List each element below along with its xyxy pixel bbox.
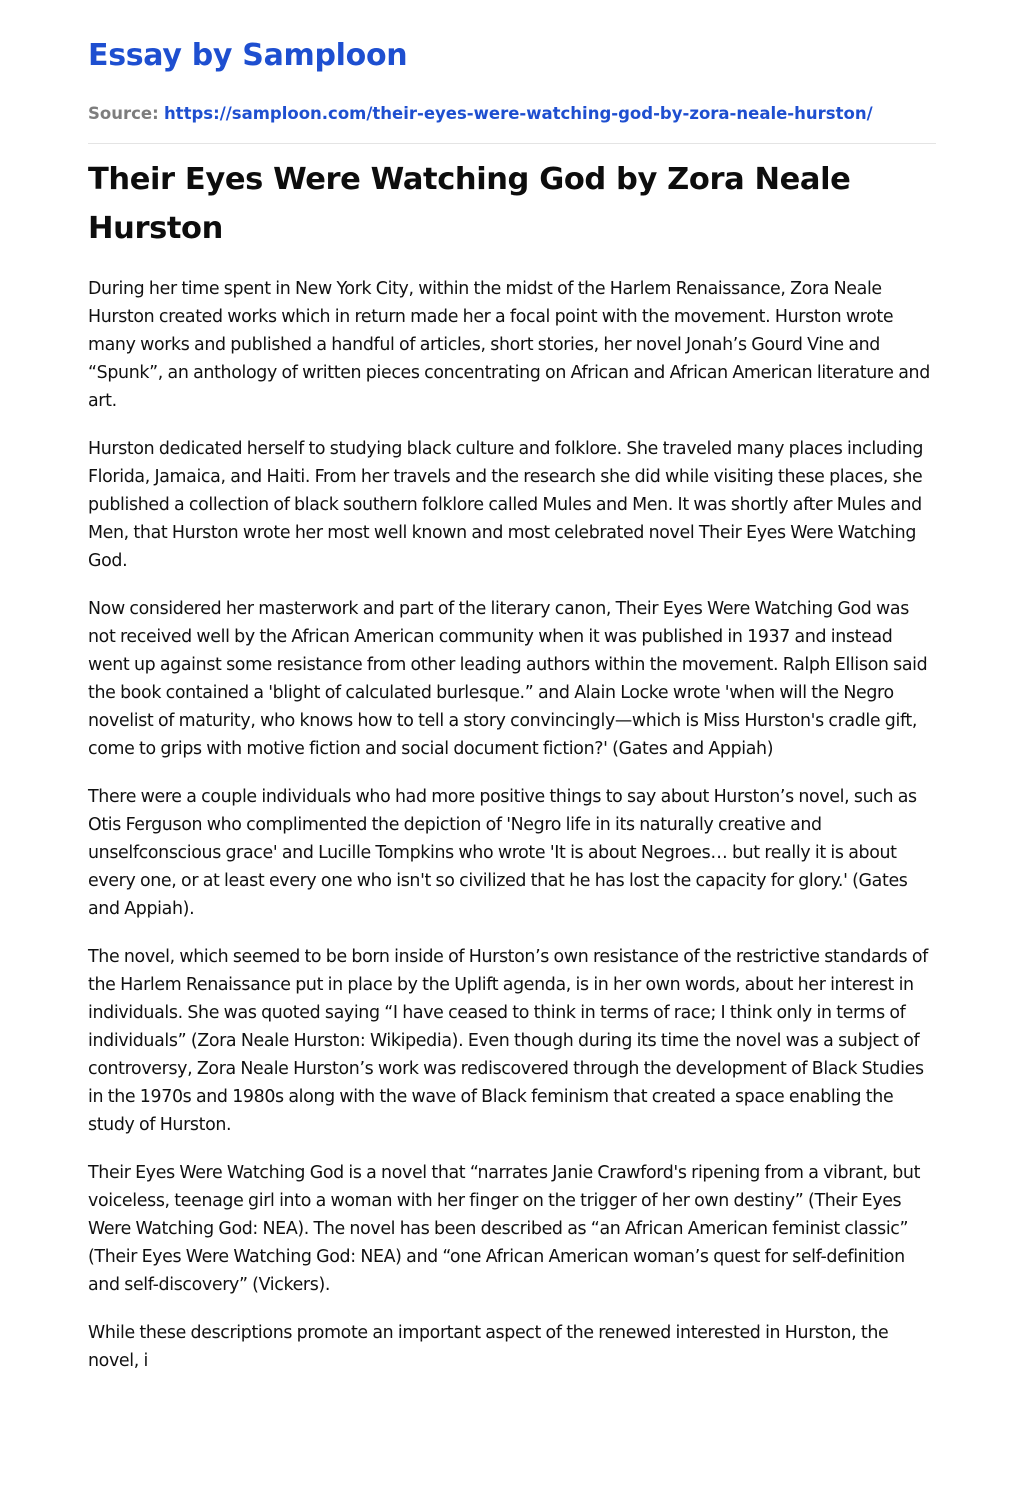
essay-paragraph: During her time spent in New York City, within the midst of the Harlem Renaissance, Zora Neale Hurston created works which in return made her a focal point with the movement. Hurston wrote many works and published a handful of articles, short stories, her novel Jonah’s Gourd Vine and “Spunk”, an anthology of written pieces concentrating on African and African American literature and art. xyxy=(88,279,930,411)
essay-paragraph: There were a couple individuals who had more positive things to say about Hurston’s novel, such as Otis Ferguson who complimented the depiction of 'Negro life in its naturally creative and unselfconscious grace' and Lucille Tompkins who wrote 'It is about Negroes… but really it is about every one, or at least every one who isn't so civilized that he has lost the capacity for glory.' (Gates and Appiah). xyxy=(88,787,917,919)
essay-paragraph: Their Eyes Were Watching God is a novel that “narrates Janie Crawford's ripening from a vibrant, but voiceless, teenage girl into a woman with her finger on the trigger of her own destiny” (Their Eyes Were Watching God: NEA). The novel has been described as “an African American feminist classic” (Their Eyes Were Watching God: NEA) and “one African American woman’s quest for self-definition and self-discovery” (Vickers). xyxy=(88,1163,921,1295)
brand-title: Essay by Samploon xyxy=(88,38,408,73)
essay-paragraph: Now considered her masterwork and part of the literary canon, Their Eyes Were Watching God was not received well by the African American community when it was published in 1937 and instead went up against some resistance from other leading authors within the movement. Ralph Ellison said the book contained a 'blight of calculated burlesque.” and Alain Locke wrote 'when will the Negro novelist of maturity, who knows how to tell a story convincingly—which is Miss Hurston's cradle gift, come to grips with motive fiction and social document fiction?' (Gates and Appiah) xyxy=(88,599,928,759)
source-label: Source: xyxy=(88,104,159,123)
essay-paragraph: Hurston dedicated herself to studying black culture and folklore. She traveled many places including Florida, Jamaica, and Haiti. From her travels and the research she did while visiting these places, she published a collection of black southern folklore called Mules and Men. It was shortly after Mules and Men, that Hurston wrote her most well known and most celebrated novel Their Eyes Were Watching God. xyxy=(88,439,924,571)
essay-body xyxy=(88,275,936,1375)
header-divider xyxy=(88,143,936,144)
essay-paragraph: The novel, which seemed to be born inside of Hurston’s own resistance of the restrictive standards of the Harlem Renaissance put in place by the Uplift agenda, is in her own words, about her interest in individuals. She was quoted saying “I have ceased to think in terms of race; I think only in terms of individuals” (Zora Neale Hurston: Wikipedia). Even though during its time the novel was a subject of controversy, Zora Neale Hurston’s work was rediscovered through the development of Black Studies in the 1970s and 1980s along with the wave of Black feminism that created a space enabling the study of Hurston. xyxy=(88,947,928,1135)
source-line xyxy=(88,102,936,126)
source-link[interactable]: https://samploon.com/their-eyes-were-watching-god-by-zora-neale-hurston/ xyxy=(163,104,873,123)
essay-paragraph-truncated: While these descriptions promote an important aspect of the renewed interested in Hurston, the novel, i xyxy=(88,1323,889,1371)
essay-page xyxy=(88,34,936,1395)
essay-title: Their Eyes Were Watching God by Zora Neale Hurston xyxy=(88,162,851,246)
